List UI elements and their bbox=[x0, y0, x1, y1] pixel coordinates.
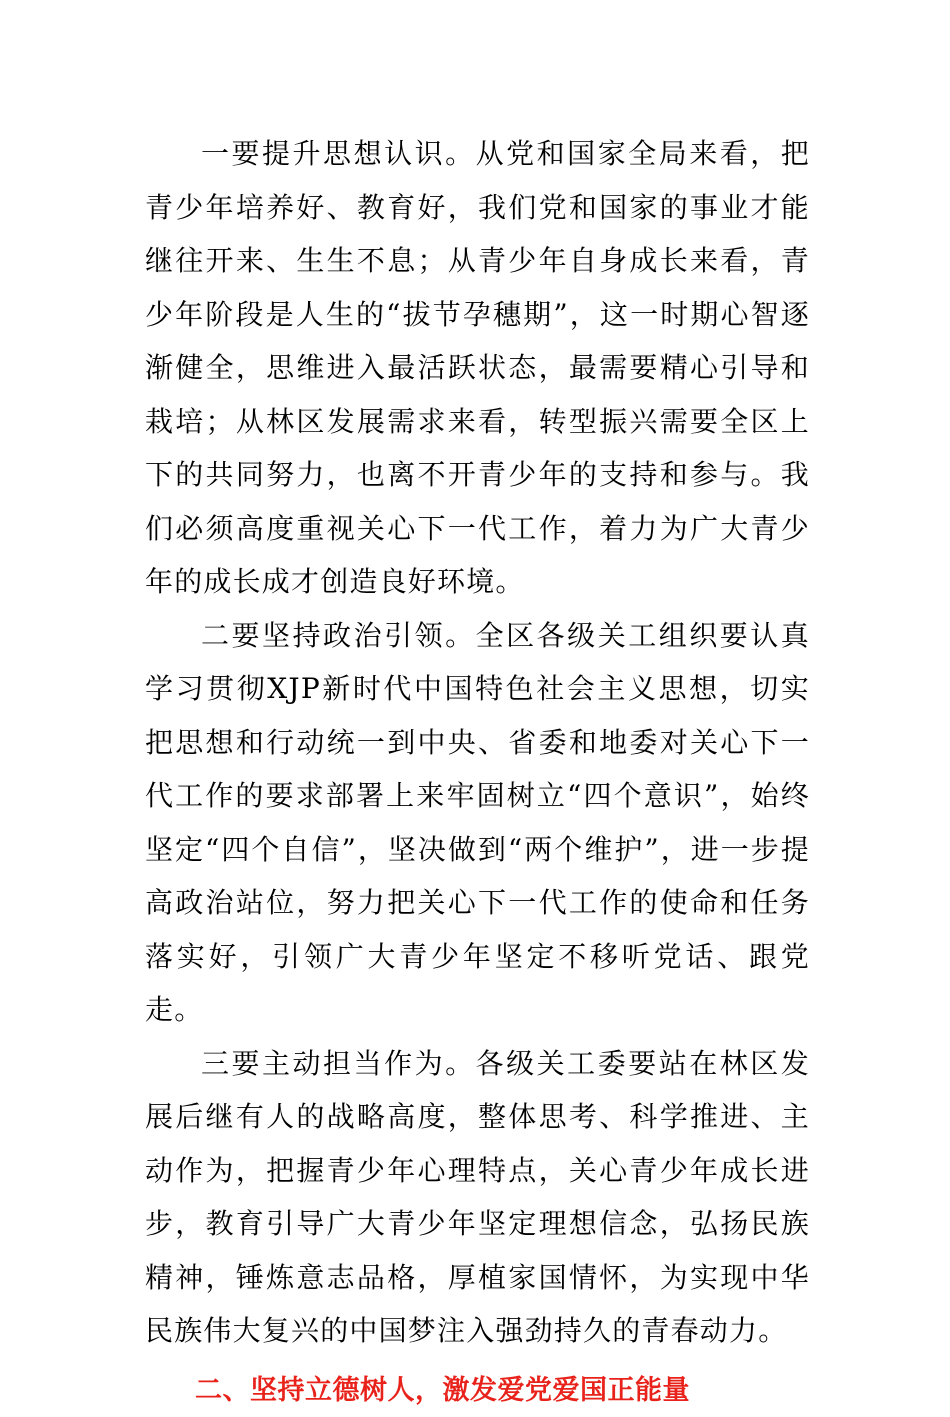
section-heading: 二、坚持立德树人，激发爱党爱国正能量 bbox=[145, 1364, 810, 1417]
paragraph-take-responsibility: 三要主动担当作为。各级关工委要站在林区发展后继有人的战略高度，整体思考、科学推进、主动作为，把握青少年心理特点，关心青少年成长进步，教育引导广大青少年坚定理想信念，弘扬民族精神，锤炼意志品格，厚植家国情怀，为实现中华民族伟大复兴的中国梦注入强劲持久的青春动力。 bbox=[145, 1037, 810, 1358]
paragraph-raise-awareness: 一要提升思想认识。从党和国家全局来看，把青少年培养好、教育好，我们党和国家的事业才能继往开来、生生不息；从青少年自身成长来看，青少年阶段是人生的“拔节孕穗期”，这一时期心智逐渐健全，思维进入最活跃状态，最需要精心引导和栽培；从林区发展需求来看，转型振兴需要全区上下的共同努力，也离不开青少年的支持和参与。我们必须高度重视关心下一代工作，着力为广大青少年的成长成才创造良好环境。 bbox=[145, 127, 810, 609]
document-body bbox=[145, 127, 810, 1417]
paragraph-political-guidance: 二要坚持政治引领。全区各级关工组织要认真学习贯彻XJP新时代中国特色社会主义思想，切实把思想和行动统一到中央、省委和地委对关心下一代工作的要求部署上来牢固树立“四个意识”，始终坚定“四个自信”，坚决做到“两个维护”，进一步提高政治站位，努力把关心下一代工作的使命和任务落实好，引领广大青少年坚定不移听党话、跟党走。 bbox=[145, 609, 810, 1037]
